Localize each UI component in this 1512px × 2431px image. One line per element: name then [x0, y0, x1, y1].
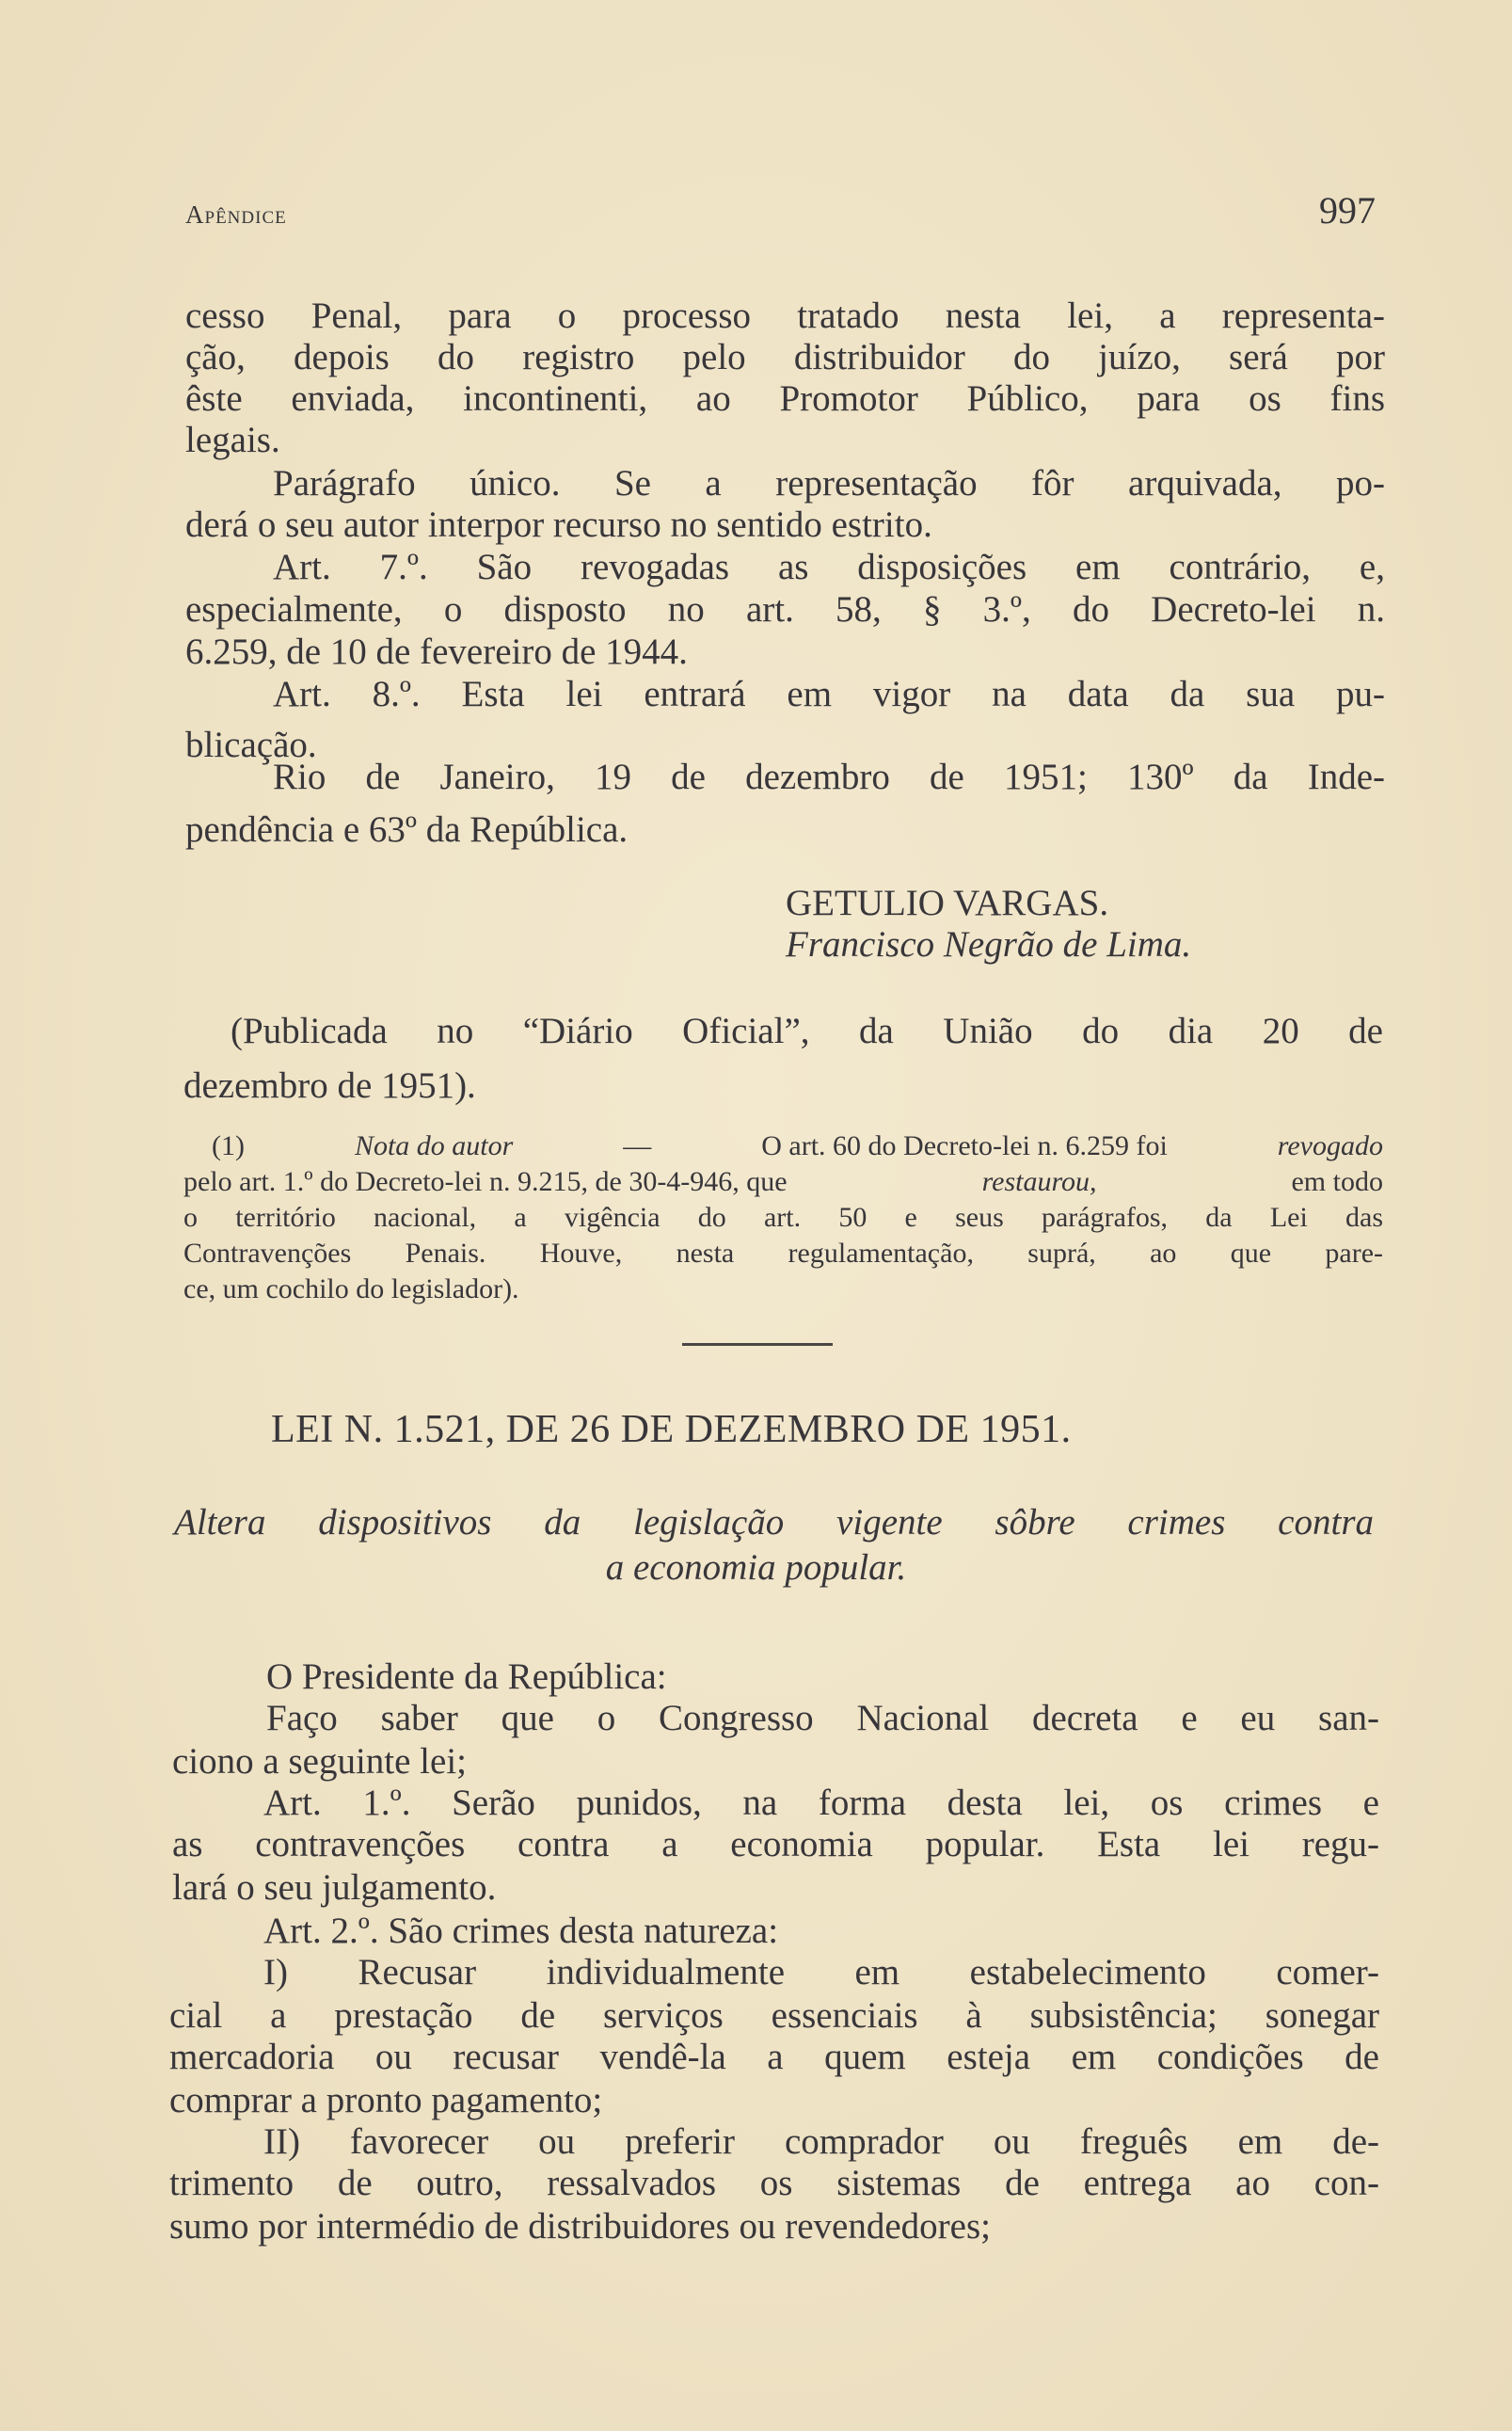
text-line: lará o seu julgamento.: [172, 1867, 497, 1908]
section-separator: [682, 1343, 833, 1346]
text-line: Art. 8.º. Esta lei entrará em vigor na data da sua pu-: [273, 674, 1385, 714]
text-line: mercadoria ou recusar vendê-la a quem esteja em condições de: [169, 2037, 1379, 2077]
footnote-line: o território nacional, a vigência do art. 50 e seus parágrafos, da Lei das: [183, 1202, 1383, 1233]
text-line: Art. 1.º. Serão punidos, na forma desta lei, os crimes e: [263, 1783, 1379, 1823]
footnote-line: Contravenções Penais. Houve, nesta regulamentação, suprá, ao que pare-: [183, 1238, 1383, 1269]
law-summary: Altera dispositivos da legislação vigente sôbre crimes contra: [174, 1502, 1374, 1543]
footnote-text: O art. 60 do Decreto-lei n. 6.259 foi: [761, 1130, 1168, 1161]
signature-minister: Francisco Negrão de Lima.: [786, 924, 1192, 965]
text-line: comprar a pronto pagamento;: [169, 2080, 603, 2120]
page-number: 997: [1319, 189, 1376, 232]
text-line: as contravenções contra a economia popular. Esta lei regu-: [172, 1824, 1379, 1864]
publication-note: (Publicada no “Diário Oficial”, da União do dia 20 de: [231, 1011, 1383, 1051]
footnote-text: em todo: [1291, 1166, 1383, 1197]
text-line: Parágrafo único. Se a representação fôr arquivada, po-: [273, 463, 1385, 504]
text-line: legais.: [185, 420, 280, 460]
running-head: Apêndice: [185, 200, 287, 229]
text-line: ção, depois do registro pelo distribuidor do juízo, será por: [185, 337, 1385, 377]
publication-note: dezembro de 1951).: [183, 1065, 476, 1106]
text-line: Faço saber que o Congresso Nacional decreta e eu san-: [266, 1698, 1379, 1738]
text-line: blicação.: [185, 725, 317, 765]
law-summary: a economia popular.: [605, 1547, 907, 1588]
footnote-dash: —: [623, 1130, 652, 1161]
text-line: pendência e 63º da República.: [185, 809, 629, 850]
text-line: II) favorecer ou preferir comprador ou freguês em de-: [263, 2121, 1379, 2162]
text-line: êste enviada, incontinenti, ao Promotor Público, para os fins: [185, 378, 1385, 419]
text-line: cial a prestação de serviços essenciais à subsistência; sonegar: [169, 1995, 1379, 2036]
footnote-italic: revogado: [1277, 1130, 1383, 1161]
text-line: Rio de Janeiro, 19 de dezembro de 1951; 130º da Inde-: [273, 757, 1385, 797]
text-line: I) Recusar individualmente em estabelecimento comer-: [263, 1952, 1379, 1992]
text-line: Art. 7.º. São revogadas as disposições em contrário, e,: [273, 547, 1385, 587]
footnote-line: [212, 1132, 1383, 1160]
text-line: cesso Penal, para o processo tratado nesta lei, a representa-: [185, 296, 1385, 336]
text-line: 6.259, de 10 de fevereiro de 1944.: [185, 632, 688, 672]
text-line: trimento de outro, ressalvados os sistemas de entrega ao con-: [169, 2163, 1379, 2203]
text-line: Art. 2.º. São crimes desta natureza:: [263, 1911, 779, 1951]
text-line: derá o seu autor interpor recurso no sentido estrito.: [185, 504, 932, 545]
law-title: LEI N. 1.521, DE 26 DE DEZEMBRO DE 1951.: [271, 1408, 1072, 1451]
footnote-line: [183, 1168, 1383, 1196]
footnote-line: ce, um cochilo do legislador).: [183, 1273, 519, 1304]
text-line: sumo por intermédio de distribuidores ou revendedores;: [169, 2206, 991, 2247]
footnote-italic: restaurou,: [981, 1166, 1097, 1197]
text-line: ciono a seguinte lei;: [172, 1741, 467, 1782]
footnote-label: Nota do autor: [354, 1130, 514, 1161]
text-line: especialmente, o disposto no art. 58, § 3.º, do Decreto-lei n.: [185, 589, 1385, 630]
footnote-marker: (1): [212, 1130, 245, 1161]
signature-president: GETULIO VARGAS.: [786, 883, 1109, 923]
text-line: O Presidente da República:: [266, 1656, 667, 1697]
footnote-text: pelo art. 1.º do Decreto-lei n. 9.215, de 30-4-946, que: [183, 1166, 788, 1197]
